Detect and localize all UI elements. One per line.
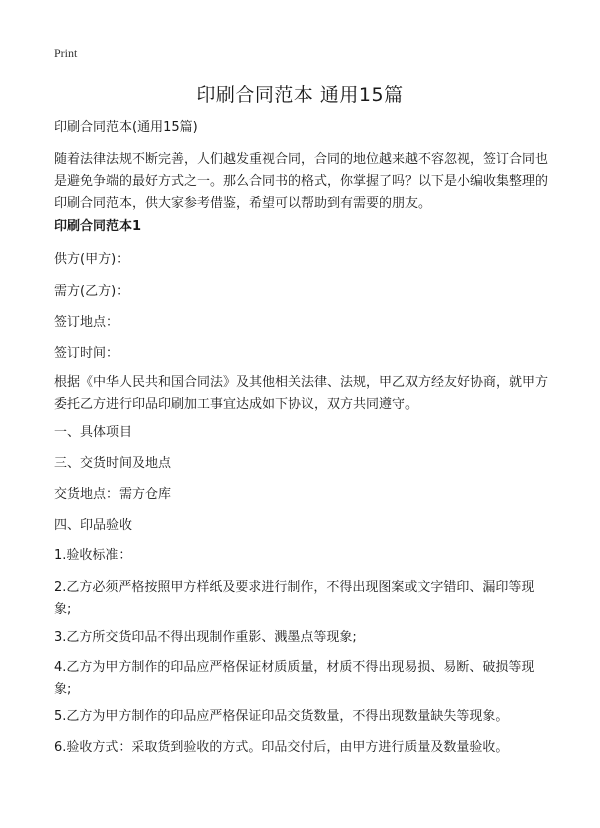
print-link[interactable]: Print — [54, 46, 78, 60]
acceptance-5: 5.乙方为甲方制作的印品应严格保证印品交货数量，不得出现数量缺失等现象。 — [54, 709, 509, 724]
document-title: 印刷合同范本 通用15篇 — [196, 84, 404, 106]
intro-paragraph: 随着法律法规不断完善，人们越发重视合同，合同的地位越来越不容忽视，签订合同也是避免争端的最好方式之一。那么合同书的格式，你掌握了吗？以下是小编收集整理的印刷合同范本，供大家参考借鉴，希望可以帮助到有需要的朋友。 — [54, 152, 549, 211]
item-1-heading: 一、具体项目 — [54, 425, 133, 440]
acceptance-4: 4.乙方为甲方制作的印品应严格保证材质质量，材质不得出现易损、易断、破损等现象; — [54, 660, 535, 697]
sign-place-line: 签订地点： — [54, 315, 120, 330]
acceptance-2: 2.乙方必须严格按照甲方样纸及要求进行制作，不得出现图案或文字错印、漏印等现象; — [54, 580, 535, 617]
sign-time-line: 签订时间： — [54, 346, 120, 361]
supplier-line: 供方(甲方)： — [54, 252, 130, 267]
section-heading: 印刷合同范本1 — [54, 219, 142, 234]
acceptance-6: 6.验收方式：采取货到验收的方式。印品交付后，由甲方进行质量及数量验收。 — [54, 740, 509, 755]
basis-paragraph: 根据《中华人民共和国合同法》及其他相关法律、法规，甲乙双方经友好协商，就甲方委托乙方进行印品印刷加工事宜达成如下协议，双方共同遵守。 — [54, 375, 549, 412]
item-3-heading: 三、交货时间及地点 — [54, 456, 172, 471]
document-subtitle: 印刷合同范本(通用15篇) — [54, 120, 198, 135]
item-4-heading: 四、印品验收 — [54, 518, 133, 533]
acceptance-3: 3.乙方所交货印品不得出现制作重影、溅墨点等现象; — [54, 630, 357, 645]
acceptance-1: 1.验收标准： — [54, 548, 132, 563]
buyer-line: 需方(乙方)： — [54, 284, 130, 299]
delivery-place-line: 交货地点：需方仓库 — [54, 487, 172, 502]
